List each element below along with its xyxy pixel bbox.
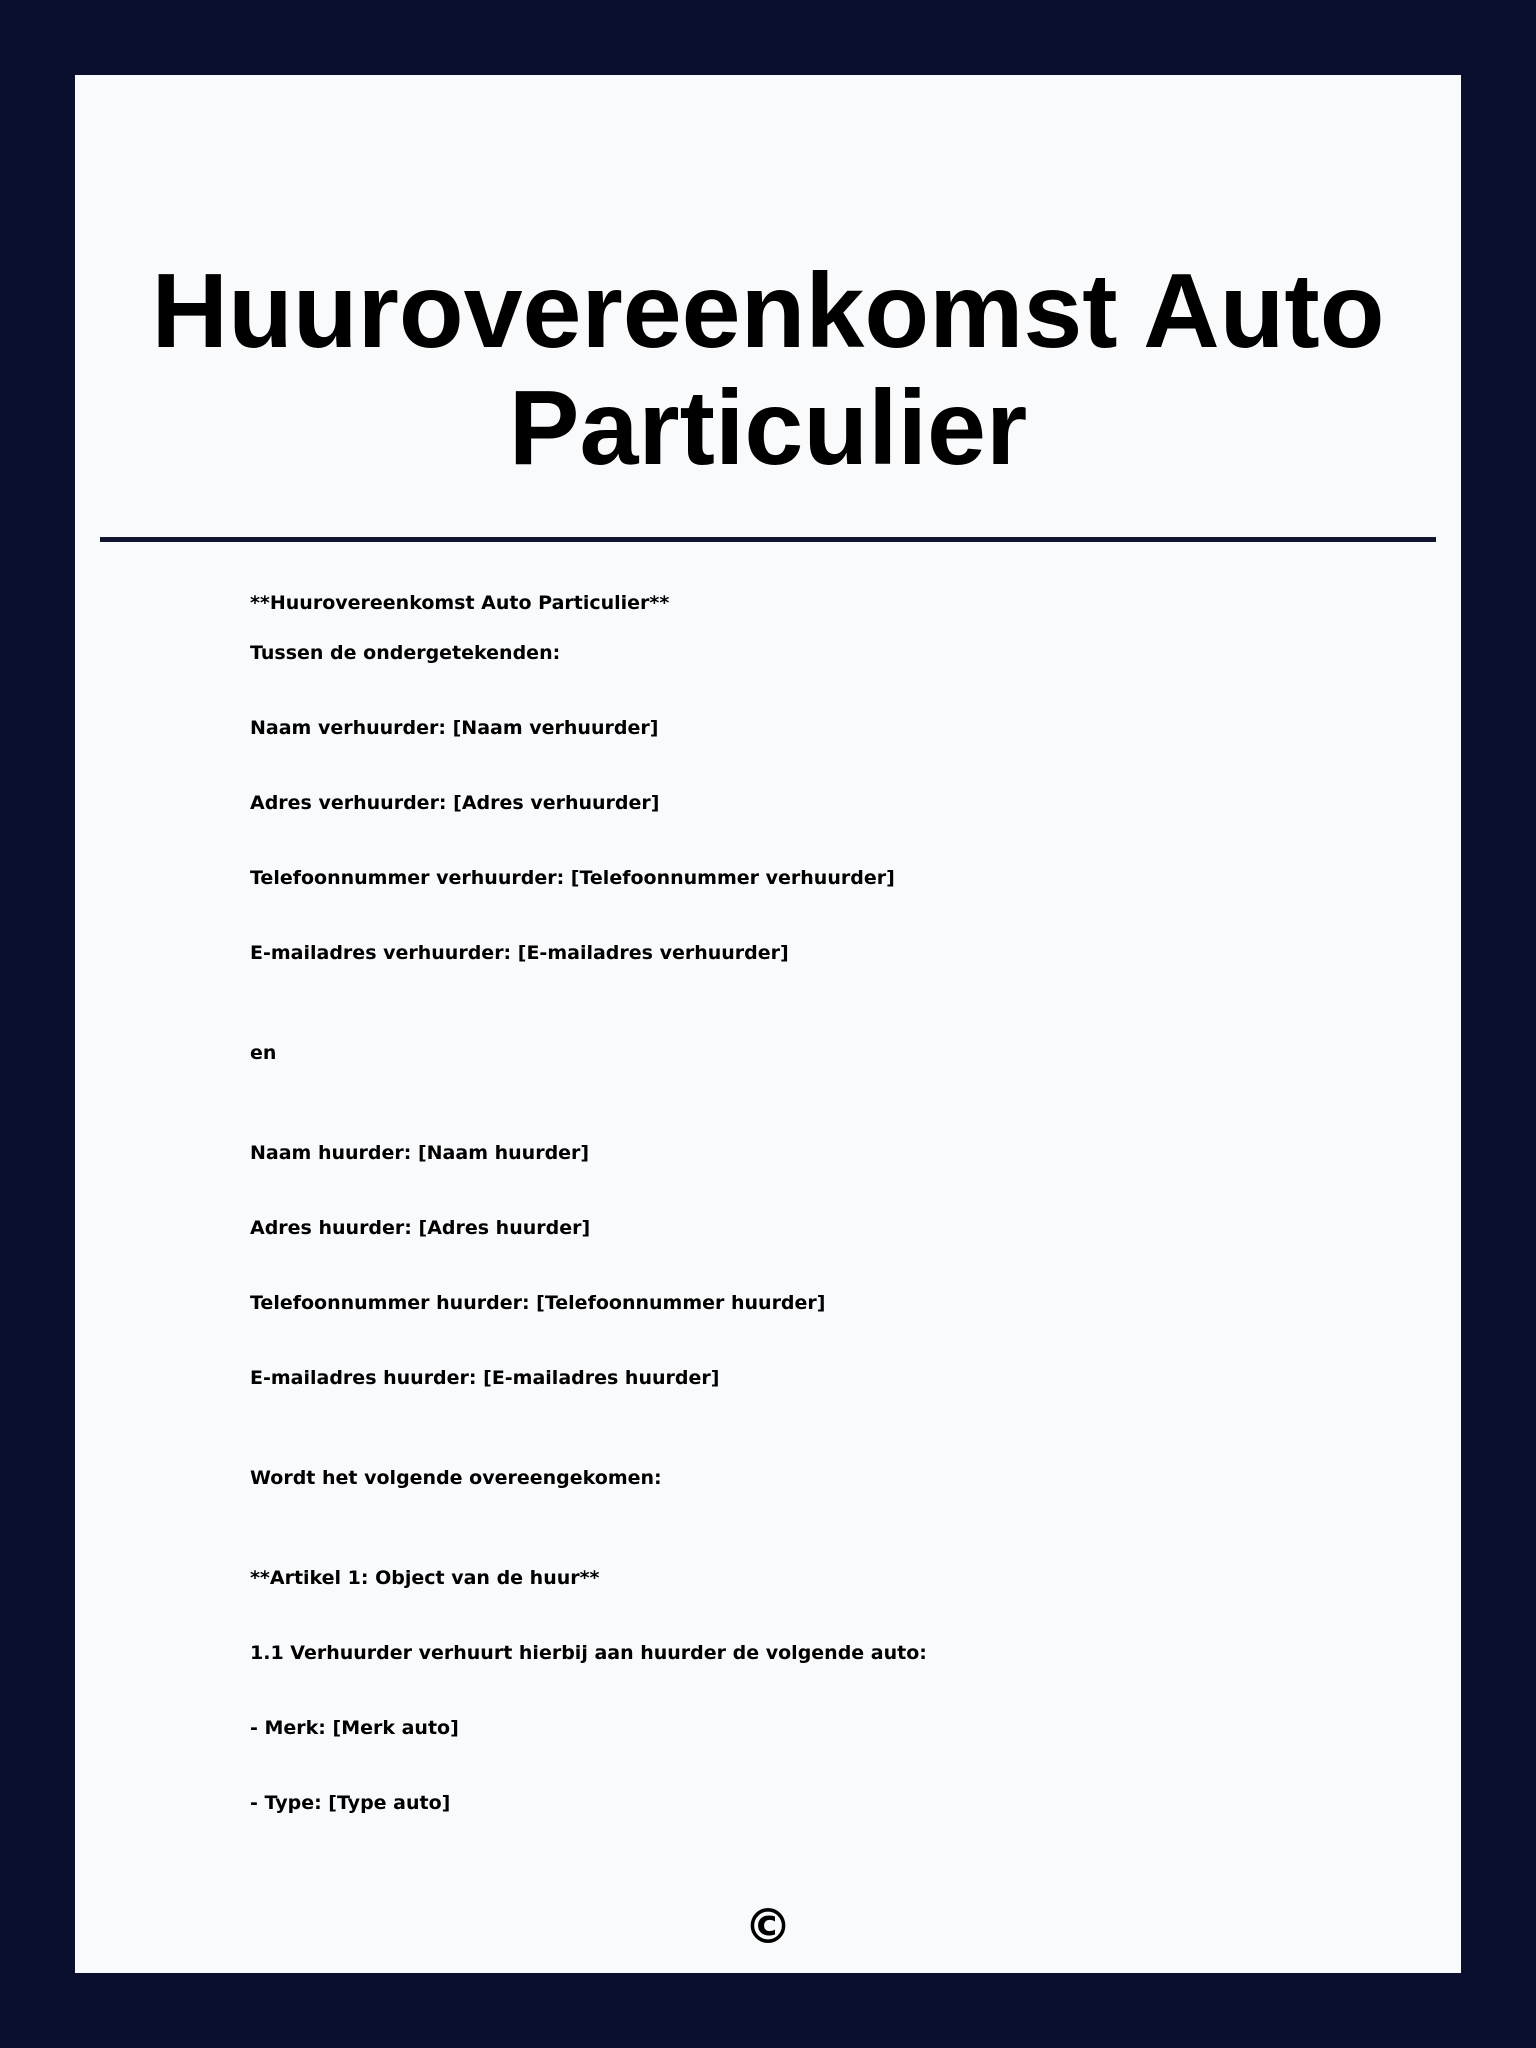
- car-brand: - Merk: [Merk auto]: [250, 1717, 459, 1739]
- title-line-1: Huurovereenkomst Auto: [151, 252, 1385, 370]
- title-divider: [100, 537, 1436, 542]
- agreement-intro: Wordt het volgende overeengekomen:: [250, 1467, 662, 1489]
- conjunction-en: en: [250, 1042, 277, 1064]
- landlord-email: E-mailadres verhuurder: [E-mailadres verhuurder]: [250, 942, 789, 964]
- document-heading: **Huurovereenkomst Auto Particulier**: [250, 592, 670, 614]
- document-page: [75, 75, 1461, 1973]
- landlord-address: Adres verhuurder: [Adres verhuurder]: [250, 792, 660, 814]
- car-type: - Type: [Type auto]: [250, 1792, 451, 1814]
- landlord-phone: Telefoonnummer verhuurder: [Telefoonnummer verhuurder]: [250, 867, 895, 889]
- tenant-name: Naam huurder: [Naam huurder]: [250, 1142, 590, 1164]
- document-title: [75, 253, 1461, 487]
- tenant-email: E-mailadres huurder: [E-mailadres huurder]: [250, 1367, 720, 1389]
- tenant-phone: Telefoonnummer huurder: [Telefoonnummer huurder]: [250, 1292, 826, 1314]
- copyright-icon: ©: [744, 1899, 792, 1955]
- article-1-heading: **Artikel 1: Object van de huur**: [250, 1567, 600, 1589]
- parties-intro: Tussen de ondergetekenden:: [250, 642, 561, 664]
- title-line-2: Particulier: [508, 369, 1028, 487]
- article-1-clause-1: 1.1 Verhuurder verhuurt hierbij aan huurder de volgende auto:: [250, 1642, 927, 1664]
- landlord-name: Naam verhuurder: [Naam verhuurder]: [250, 717, 659, 739]
- tenant-address: Adres huurder: [Adres huurder]: [250, 1217, 591, 1239]
